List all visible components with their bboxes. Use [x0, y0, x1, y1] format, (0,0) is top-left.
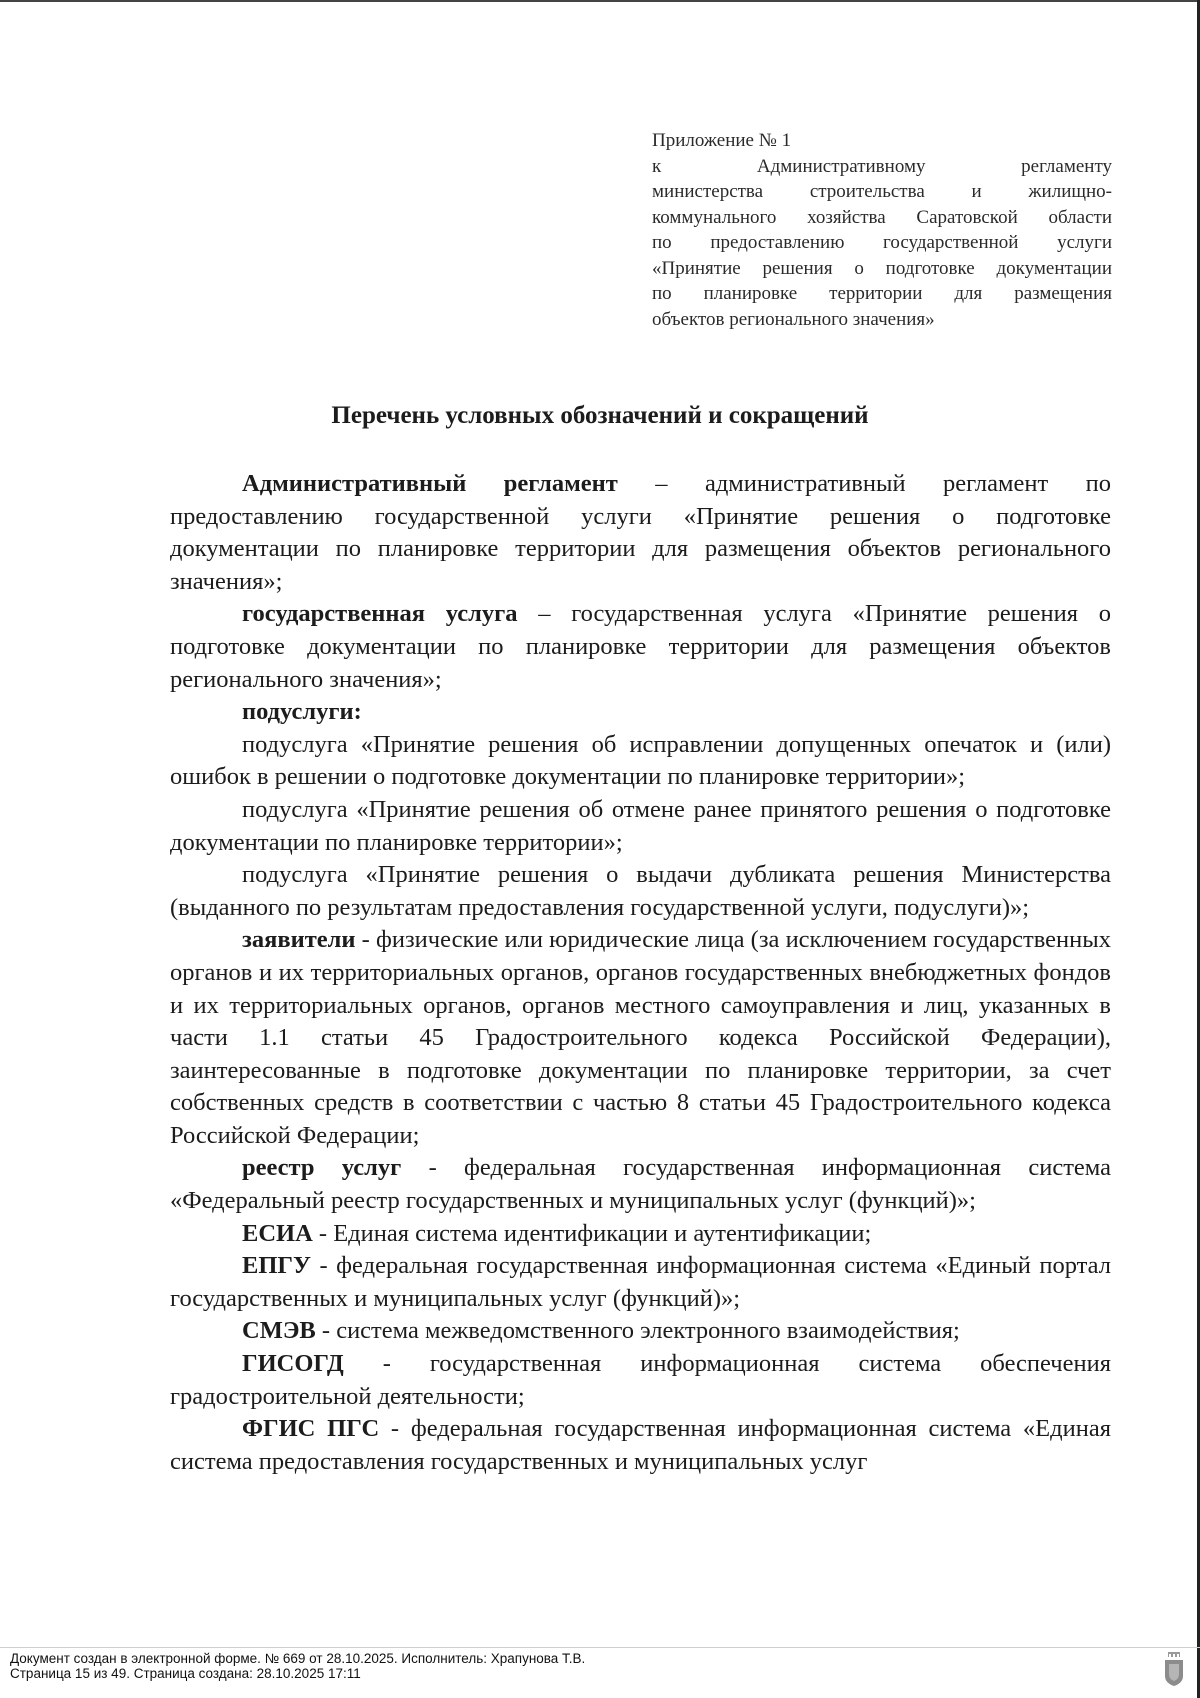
definition-paragraph: [170, 1250, 1111, 1315]
definition-text: подуслуга «Принятие решения об исправлении допущенных опечаток и (или) ошибок в решении о подготовке документации по планировке территории»;: [170, 730, 1111, 791]
document-body: [170, 468, 1111, 1478]
definition-text: подуслуга «Принятие решения о выдачи дубликата решения Министерства (выданного по результатам предоставления государственной услуги, подуслуги)»;: [170, 861, 1111, 921]
definition-term: заявители: [242, 926, 356, 954]
definition-paragraph: [170, 1413, 1111, 1478]
definition-paragraph: [170, 1315, 1111, 1348]
definition-text: - федеральная государственная информационная система «Федеральный реестр государственных и муниципальных услуг (функций)»;: [170, 1154, 1111, 1215]
definition-term: государственная услуга: [242, 600, 518, 628]
definition-text: - федеральная государственная информационная система «Единый портал государственных и муниципальных услуг (функций)»;: [170, 1252, 1111, 1312]
definition-paragraph: [170, 1152, 1111, 1217]
appendix-line: «Принятие решения о подготовке документации: [652, 257, 1112, 279]
definition-term: реестр услуг: [242, 1154, 402, 1182]
definition-text: – административный регламент по предоставлению государственной услуги «Принятие решения о подготовке документации по планировке территории для размещения объектов регионального значения»;: [170, 470, 1111, 595]
definition-text: - Единая система идентификации и аутентификации;: [312, 1219, 872, 1247]
definition-term: ЕСИА: [242, 1219, 313, 1247]
definition-text: - федеральная государственная информационная система «Единая система предоставления государственных и муниципальных услуг: [170, 1415, 1111, 1475]
appendix-line: к Административному регламенту: [652, 155, 1112, 177]
definition-text: – государственная услуга «Принятие решения о подготовке документации по планировке территории для размещения объектов регионального значения»;: [170, 600, 1111, 693]
document-footer: [10, 1651, 585, 1681]
definition-term: Административный регламент: [242, 470, 618, 497]
footer-creation-info: Документ создан в электронной форме. № 669 от 28.10.2025. Исполнитель: Храпунова Т.В.: [10, 1651, 586, 1666]
definition-paragraph: [170, 924, 1111, 1152]
definition-paragraph: [170, 794, 1111, 859]
definition-paragraph: [170, 729, 1111, 794]
appendix-line: министерства строительства и жилищно-: [652, 181, 1112, 202]
page-title: Перечень условных обозначений и сокращений: [331, 402, 869, 429]
definition-term: СМЭВ: [242, 1317, 316, 1345]
definition-paragraph: [170, 1348, 1111, 1413]
definition-text: - физические или юридические лица (за исключением государственных органов и их территориальных органов, органов государственных внебюджетных фондов и их территориальных органов, органов местного самоуправления и лиц, указанных в части 1.1 статьи 45 Градостроительного кодекса Российской Федерации), заинтересованные в подготовке документации по планировке территории, за счет собственных средств в соответствии с частью 8 статьи 45 Градостроительного кодекса Российской Федерации;: [170, 926, 1111, 1149]
appendix-line: коммунального хозяйства Саратовской области: [652, 206, 1112, 228]
definition-term: ФГИС ПГС: [242, 1415, 380, 1443]
appendix-header: [652, 128, 1112, 332]
definition-paragraph: [170, 859, 1111, 924]
appendix-line: объектов регионального значения»: [652, 308, 935, 330]
definition-term: ГИСОГД: [242, 1350, 344, 1378]
definition-paragraph: [170, 1218, 1111, 1251]
footer-page-info: Страница 15 из 49. Страница создана: 28.10.2025 17:11: [10, 1666, 361, 1681]
footer-divider: [0, 1647, 1200, 1648]
appendix-line: по планировке территории для размещения: [652, 283, 1112, 304]
coat-of-arms-icon: [1164, 1652, 1184, 1686]
definition-text: подуслуга «Принятие решения об отмене ранее принятого решения о подготовке документации по планировке территории»;: [170, 795, 1111, 856]
page-top-edge: [0, 0, 1200, 2]
definition-text: - система межведомственного электронного взаимодействия;: [315, 1317, 960, 1345]
appendix-line: Приложение № 1: [652, 130, 792, 151]
appendix-line: по предоставлению государственной услуги: [652, 232, 1112, 253]
definition-paragraph: [170, 598, 1111, 696]
definition-paragraph: [170, 696, 1111, 729]
definition-term: подуслуги:: [242, 698, 362, 726]
definition-paragraph: [170, 468, 1111, 598]
definition-term: ЕПГУ: [242, 1252, 311, 1280]
definition-text: - государственная информационная система обеспечения градостроительной деятельности;: [170, 1350, 1111, 1410]
